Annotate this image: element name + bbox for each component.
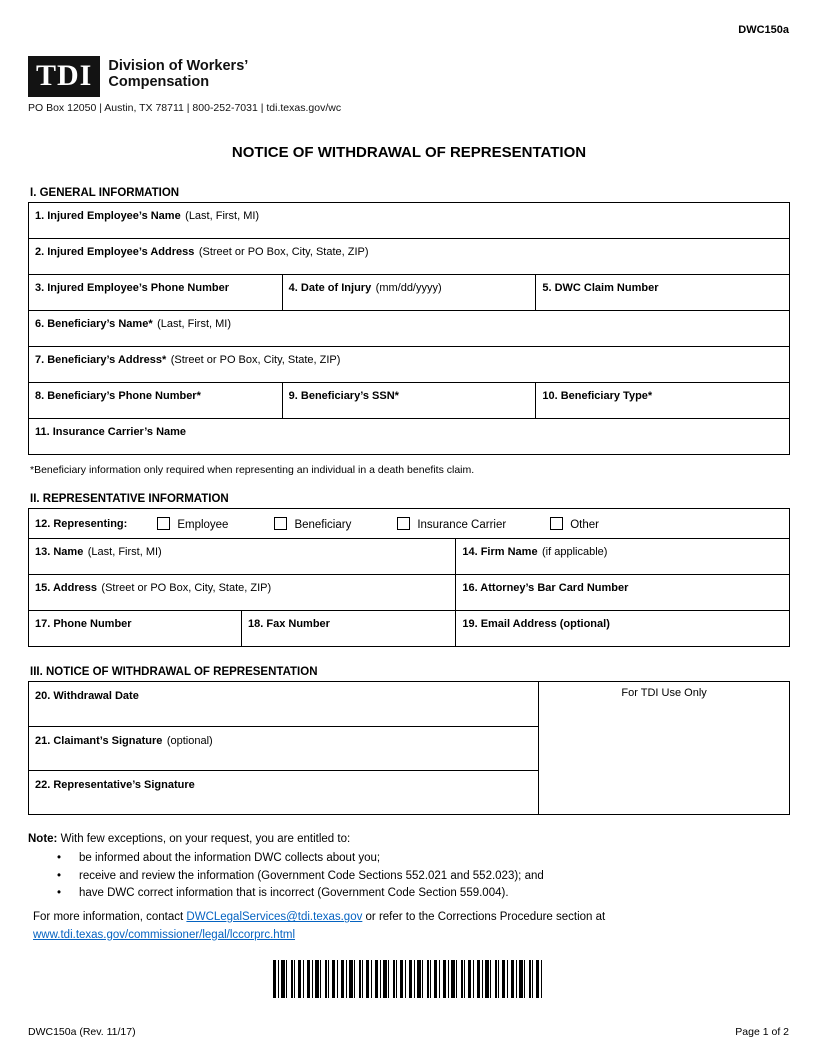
field-label: 22. Representative’s Signature bbox=[35, 779, 195, 791]
note-bullet-1 bbox=[57, 850, 790, 868]
footer-page-number: Page 1 of 2 bbox=[735, 1026, 789, 1038]
email-address-field[interactable] bbox=[455, 611, 789, 646]
note-bullet-list bbox=[57, 850, 790, 903]
field-label: 4. Date of Injury bbox=[288, 282, 372, 294]
field-label: 3. Injured Employee’s Phone Number bbox=[35, 282, 229, 294]
beneficiary-checkbox-label: Beneficiary bbox=[294, 519, 352, 531]
injured-employee-phone-field[interactable] bbox=[29, 275, 282, 310]
fax-number-field[interactable] bbox=[241, 611, 455, 646]
field-label: 7. Beneficiary’s Address* bbox=[35, 354, 167, 366]
note-bullet-2 bbox=[57, 868, 790, 886]
representing-option-other bbox=[550, 517, 599, 531]
field-sublabel: (Last, First, MI) bbox=[185, 210, 260, 222]
tdi-use-only-area bbox=[538, 682, 789, 814]
barcode bbox=[273, 960, 545, 998]
field-label: 2. Injured Employee’s Address bbox=[35, 246, 195, 258]
withdrawal-table bbox=[28, 681, 790, 815]
note-bullet-3 bbox=[57, 885, 790, 903]
note-intro-text: With few exceptions, on your request, you are entitled to: bbox=[57, 833, 351, 845]
insurance-carrier-checkbox[interactable] bbox=[397, 517, 410, 530]
field-sublabel: (Street or PO Box, City, State, ZIP) bbox=[101, 582, 272, 594]
field-label: 13. Name bbox=[35, 546, 84, 558]
field-sublabel: (optional) bbox=[166, 735, 213, 747]
claimant-signature-field[interactable] bbox=[29, 726, 538, 770]
agency-contact-line: PO Box 12050 | Austin, TX 78711 | 800-252-7031 | tdi.texas.gov/wc bbox=[28, 102, 342, 114]
employee-checkbox-label: Employee bbox=[177, 519, 229, 531]
tdi-use-only-label: For TDI Use Only bbox=[621, 687, 707, 699]
representing-option-insurance-carrier bbox=[397, 517, 506, 531]
tdi-logo: TDI bbox=[28, 56, 100, 97]
form-code: DWC150a bbox=[738, 24, 789, 36]
representative-information-table bbox=[28, 508, 790, 647]
field-label: 10. Beneficiary Type* bbox=[542, 390, 653, 402]
field-label: 8. Beneficiary’s Phone Number* bbox=[35, 390, 201, 402]
dwc-claim-number-field[interactable] bbox=[535, 275, 789, 310]
note-label: Note: bbox=[28, 833, 58, 845]
corrections-procedure-link[interactable]: www.tdi.texas.gov/commissioner/legal/lccorprc.html bbox=[33, 928, 296, 941]
beneficiary-name-field[interactable] bbox=[29, 311, 789, 346]
field-sublabel: (Street or PO Box, City, State, ZIP) bbox=[198, 246, 369, 258]
representing-option-employee bbox=[157, 517, 228, 531]
injured-employee-address-field[interactable] bbox=[29, 239, 789, 274]
field-label: 1. Injured Employee’s Name bbox=[35, 210, 181, 222]
field-sublabel: (if applicable) bbox=[542, 546, 608, 558]
beneficiary-ssn-field[interactable] bbox=[282, 383, 536, 418]
injured-employee-name-field[interactable] bbox=[29, 203, 789, 238]
form-title: NOTICE OF WITHDRAWAL OF REPRESENTATION bbox=[231, 144, 587, 161]
section-2-heading: II. REPRESENTATIVE INFORMATION bbox=[30, 493, 229, 505]
page-footer bbox=[28, 1026, 789, 1038]
field-label: 6. Beneficiary’s Name* bbox=[35, 318, 153, 330]
header bbox=[28, 56, 790, 97]
more-info-line bbox=[28, 909, 790, 926]
field-label: 5. DWC Claim Number bbox=[542, 282, 659, 294]
beneficiary-phone-field[interactable] bbox=[29, 383, 282, 418]
field-label: 19. Email Address (optional) bbox=[462, 618, 610, 630]
agency-line2: Compensation bbox=[108, 74, 210, 91]
beneficiary-type-field[interactable] bbox=[535, 383, 789, 418]
field-label: 17. Phone Number bbox=[35, 618, 132, 630]
field-sublabel: (Last, First, MI) bbox=[87, 546, 162, 558]
agency-line1: Division of Workers’ bbox=[108, 58, 249, 74]
field-label: 14. Firm Name bbox=[462, 546, 538, 558]
beneficiary-footnote: *Beneficiary information only required when representing an individual in a death benefits claim. bbox=[30, 464, 475, 476]
bar-card-number-field[interactable] bbox=[455, 575, 789, 610]
insurance-carrier-name-field[interactable] bbox=[29, 419, 789, 454]
bullet-text: • receive and review the information (Government Code Sections 552.021 and 552.023); and bbox=[79, 869, 544, 882]
more-info-pre: For more information, contact bbox=[33, 911, 187, 924]
representing-row bbox=[29, 509, 789, 538]
more-info-line2 bbox=[28, 927, 790, 944]
representing-label: 12. Representing: bbox=[35, 518, 128, 530]
footer-form-code: DWC150a (Rev. 11/17) bbox=[28, 1026, 136, 1038]
withdrawal-date-field[interactable] bbox=[29, 682, 538, 726]
section-1-heading: I. GENERAL INFORMATION bbox=[30, 187, 180, 199]
date-of-injury-field[interactable] bbox=[282, 275, 536, 310]
agency-name bbox=[108, 56, 248, 90]
general-information-table bbox=[28, 202, 790, 455]
other-checkbox[interactable] bbox=[550, 517, 563, 530]
field-label: 15. Address bbox=[35, 582, 97, 594]
dwc-legal-services-link[interactable]: DWCLegalServices@tdi.texas.gov bbox=[186, 911, 363, 924]
field-label: 16. Attorney’s Bar Card Number bbox=[462, 582, 629, 594]
representative-phone-field[interactable] bbox=[29, 611, 241, 646]
note-intro bbox=[28, 831, 790, 849]
beneficiary-checkbox[interactable] bbox=[274, 517, 287, 530]
field-sublabel: (Last, First, MI) bbox=[157, 318, 232, 330]
representing-option-beneficiary bbox=[274, 517, 351, 531]
field-sublabel: (mm/dd/yyyy) bbox=[375, 282, 442, 294]
bullet-text: • be informed about the information DWC collects about you; bbox=[79, 851, 381, 864]
field-label: 11. Insurance Carrier’s Name bbox=[35, 426, 187, 438]
firm-name-field[interactable] bbox=[455, 539, 789, 574]
beneficiary-address-field[interactable] bbox=[29, 347, 789, 382]
field-label: 18. Fax Number bbox=[248, 618, 330, 630]
insurance-carrier-checkbox-label: Insurance Carrier bbox=[417, 519, 507, 531]
field-label: 21. Claimant’s Signature bbox=[35, 735, 163, 747]
field-label: 9. Beneficiary’s SSN* bbox=[288, 390, 399, 402]
note-block bbox=[28, 831, 790, 944]
field-sublabel: (Street or PO Box, City, State, ZIP) bbox=[170, 354, 341, 366]
section-3-heading: III. NOTICE OF WITHDRAWAL OF REPRESENTATION bbox=[30, 666, 318, 678]
bullet-text: • have DWC correct information that is incorrect (Government Code Section 559.004). bbox=[79, 887, 509, 900]
representative-signature-field[interactable] bbox=[29, 770, 538, 814]
representative-address-field[interactable] bbox=[29, 575, 455, 610]
other-checkbox-label: Other bbox=[570, 519, 599, 531]
more-info-mid: or refer to the Corrections Procedure section at bbox=[362, 911, 606, 924]
field-label: 20. Withdrawal Date bbox=[35, 690, 139, 702]
employee-checkbox[interactable] bbox=[157, 517, 170, 530]
representative-name-field[interactable] bbox=[29, 539, 455, 574]
